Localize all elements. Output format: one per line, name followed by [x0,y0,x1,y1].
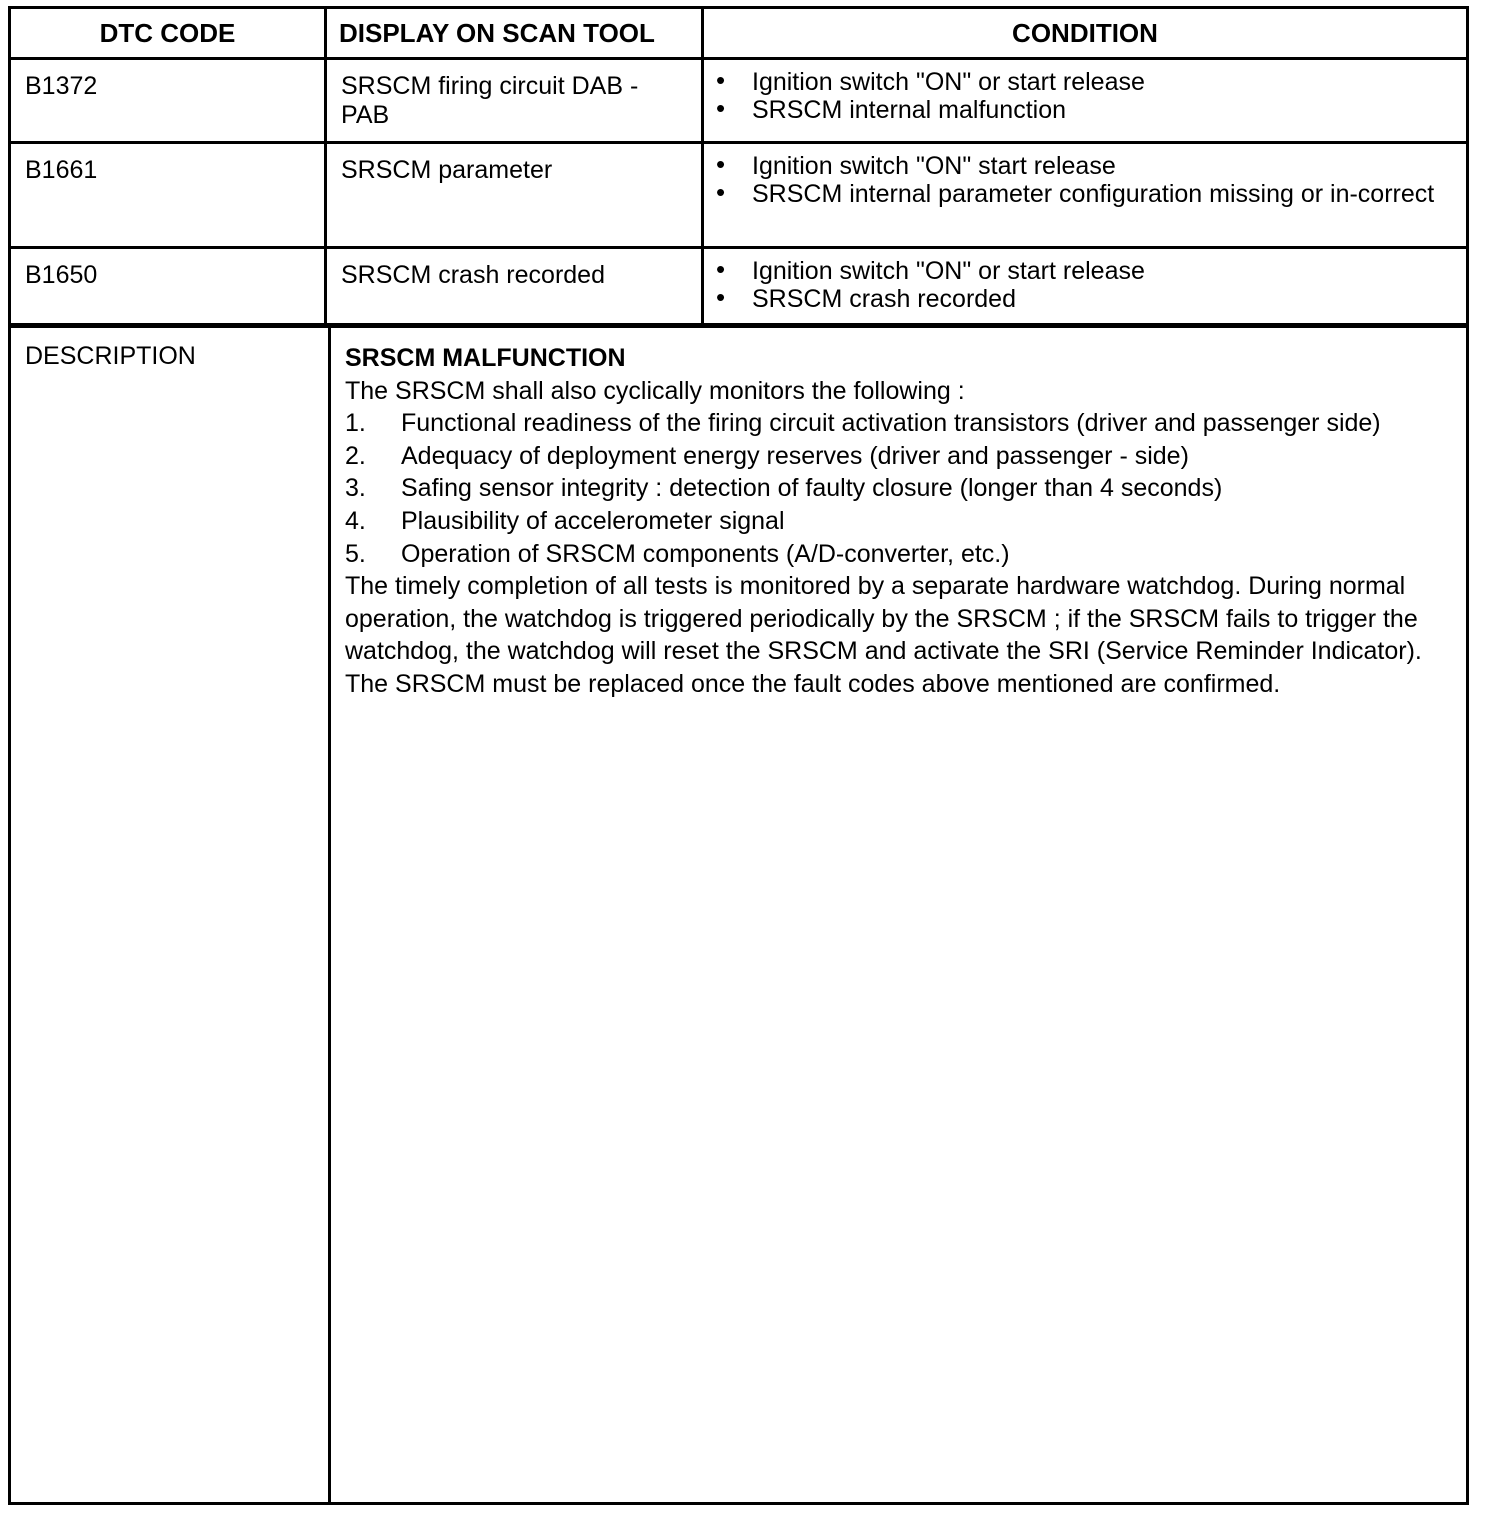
list-number: 4. [345,506,366,535]
list-number: 3. [345,474,366,503]
description-paragraph: The timely completion of all tests is monitored by a separate hardware watchdog. During normal operation, the watchdog is triggered periodically by the SRSCM ; if the SRSCM fails to trigger the watchdog, the watchdog will reset the SRSCM and activate the SRI (Service Reminder Indicator). [345,572,1422,666]
condition-list [716,152,1452,208]
condition-item: • SRSCM internal malfunction [716,96,1452,124]
description-intro: The SRSCM shall also cyclically monitors the following : [345,376,965,405]
dtc-code-cell: B1650 [10,248,326,325]
description-label: DESCRIPTION [10,327,330,1504]
description-table [8,325,1469,1505]
condition-list [716,257,1452,313]
condition-item: • Ignition switch "ON" or start release [716,257,1452,285]
table-row [10,59,1468,143]
list-text: Safing sensor integrity : detection of faulty closure (longer than 4 seconds) [401,474,1223,503]
header-row [10,8,1468,59]
condition-cell [703,59,1468,143]
description-title: SRSCM MALFUNCTION [345,344,626,372]
condition-item: • Ignition switch "ON" start release [716,152,1452,180]
list-text: Operation of SRSCM components (A/D-converter, etc.) [401,539,1010,568]
description-row [10,327,1468,1504]
list-number: 2. [345,441,366,470]
list-text: Functional readiness of the firing circuit activation transistors (driver and passenger side) [401,409,1381,438]
description-paragraph: The SRSCM must be replaced once the fault codes above mentioned are confirmed. [345,669,1281,698]
list-item [345,472,1452,505]
list-item [345,407,1452,440]
dtc-document [8,6,1466,1514]
dtc-code-cell: B1661 [10,143,326,248]
header-dtc-code: DTC CODE [10,8,326,59]
list-item [345,505,1452,538]
table-row [10,248,1468,325]
table-row [10,143,1468,248]
condition-cell [703,143,1468,248]
list-item [345,538,1452,571]
condition-item: • SRSCM internal parameter configuration missing or in-correct [716,180,1452,208]
condition-item: • Ignition switch "ON" or start release [716,68,1452,96]
list-item [345,440,1452,473]
list-number: 5. [345,539,366,568]
monitor-list [345,407,1452,570]
list-number: 1. [345,409,366,438]
dtc-table [8,6,1469,326]
dtc-code-cell: B1372 [10,59,326,143]
display-cell: SRSCM crash recorded [326,248,703,325]
header-condition: CONDITION [703,8,1468,59]
condition-item: • SRSCM crash recorded [716,285,1452,313]
display-cell: SRSCM parameter [326,143,703,248]
header-display: DISPLAY ON SCAN TOOL [326,8,703,59]
condition-cell [703,248,1468,325]
list-text: Adequacy of deployment energy reserves (driver and passenger - side) [401,441,1189,470]
description-body [330,327,1468,1504]
display-cell: SRSCM firing circuit DAB - PAB [326,59,703,143]
condition-list [716,68,1452,124]
list-text: Plausibility of accelerometer signal [401,506,785,535]
